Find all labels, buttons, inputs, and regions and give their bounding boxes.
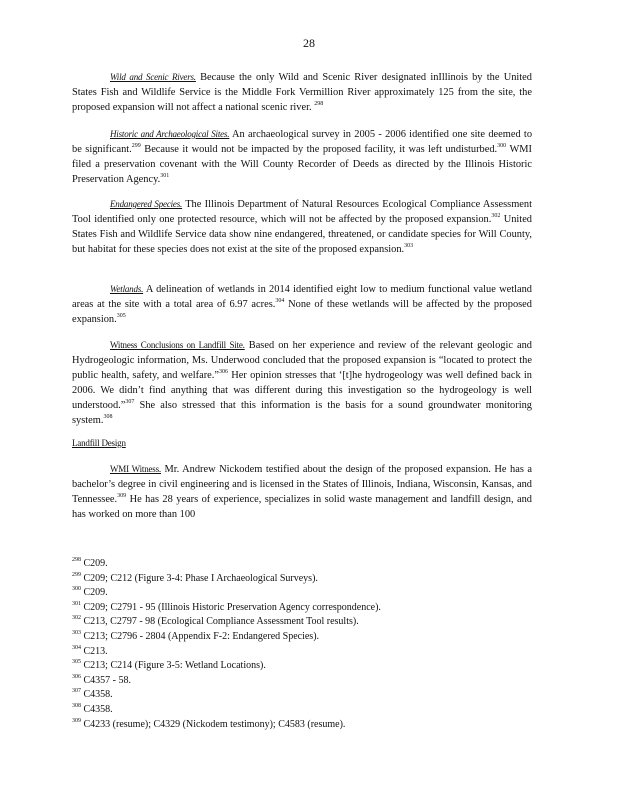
section-heading: Endangered Species. <box>110 199 183 209</box>
footnote-ref: 303 <box>404 243 414 249</box>
section-text: The Illinois Department of Natural Resources Ecological Compliance Assessment Tool identified only one protected resource, which will not be affected by the proposed expansion. <box>72 199 532 225</box>
footnote-text: C213; C2796 - 2804 (Appendix F-2: Endangered Species). <box>83 630 320 642</box>
footnote-number: 309 <box>72 717 81 724</box>
footnote-text: C209; C212 (Figure 3-4: Phase I Archaeological Surveys). <box>83 572 318 584</box>
footnote <box>72 572 532 587</box>
footnote <box>72 557 532 572</box>
footnote-text: C4357 - 58. <box>83 674 131 686</box>
section-text: Based on her experience and review of the relevant geologic and Hydrogeologic information, Ms. Underwood concluded that the proposed expansion is “located to protect the public health, safety, and welfare.” <box>72 340 532 381</box>
section-text: An archaeological survey in 2005 - 2006 identified one site deemed to be significant. <box>72 129 533 155</box>
footnote-number: 306 <box>72 673 81 680</box>
section-text: United States Fish and Wildlife Service data show nine endangered, threatened, or candidate species for Will County, but habitat for these species does not exist at the site of the proposed expansion. <box>72 214 532 255</box>
section-heading: Witness Conclusions on Landfill Site. <box>110 340 245 350</box>
footnote-ref: 305 <box>116 313 126 319</box>
section-text: She also stressed that this information is the basis for a sound groundwater monitoring system. <box>72 400 532 426</box>
footnote-ref: 301 <box>160 173 170 179</box>
footnote-ref: 309 <box>117 493 127 499</box>
page-number: 28 <box>303 36 315 50</box>
section-historic-sites <box>72 127 532 187</box>
footnote <box>72 586 532 601</box>
subheading-landfill-design <box>72 436 532 451</box>
section-text: None of these wetlands will be affected by the proposed expansion. <box>72 299 532 325</box>
footnote <box>72 703 532 718</box>
section-text: He has 28 years of experience, specializes in solid waste management and landfill design, and has worked on more than 100 <box>72 494 532 520</box>
footnote-text: C209; C2791 - 95 (Illinois Historic Preservation Agency correspondence). <box>83 601 381 613</box>
footnote-number: 298 <box>72 557 81 563</box>
footnote-text: C4358. <box>83 689 113 701</box>
section-heading: WMI Witness. <box>110 464 161 474</box>
footnote-number: 300 <box>72 586 81 593</box>
footnote-number: 305 <box>72 659 81 666</box>
footnote-ref: 308 <box>103 414 113 420</box>
footnote-number: 299 <box>72 571 81 578</box>
footnote-number: 307 <box>72 688 81 695</box>
section-heading: Wetlands. <box>110 284 144 294</box>
section-text: A delineation of wetlands in 2014 identified eight low to medium functional value wetland areas at the site with a total area of 6.97 acres. <box>72 284 532 310</box>
footnote <box>72 674 532 689</box>
section-text: Because it would not be impacted by the proposed facility, it was left undisturbed. <box>144 144 498 155</box>
footnote-number: 303 <box>72 629 81 636</box>
section-heading: Wild and Scenic Rivers. <box>110 72 196 82</box>
footnote <box>72 601 532 616</box>
footnote-ref: 302 <box>491 213 501 219</box>
footnote <box>72 615 532 630</box>
footnote-ref: 304 <box>275 298 285 304</box>
footnote-number: 302 <box>72 615 81 622</box>
section-endangered-species <box>72 197 532 257</box>
section-text: Mr. Andrew Nickodem testified about the design of the proposed expansion. He has a bachelor’s degree in civil engineering and is licensed in the States of Illinois, Indiana, Wisconsin, Kansas, and Tennessee. <box>72 464 532 505</box>
footnote-number: 301 <box>72 600 81 607</box>
subheading: Landfill Design <box>72 438 126 448</box>
footnote-ref: 300 <box>497 143 507 149</box>
footnote-number: 308 <box>72 702 81 709</box>
footnote <box>72 718 532 733</box>
footnote <box>72 645 532 660</box>
footnote-number: 304 <box>72 644 81 651</box>
footnote-ref: 299 <box>131 143 141 149</box>
footnote-text: C4233 (resume); C4329 (Nickodem testimony); C4583 (resume). <box>83 718 346 730</box>
footnote-text: C213, C2797 - 98 (Ecological Compliance Assessment Tool results). <box>83 616 359 628</box>
section-wetlands <box>72 282 532 327</box>
section-heading: Historic and Archaeological Sites. <box>110 129 230 139</box>
footnote-text: C209. <box>83 558 108 569</box>
footnote-text: C213; C214 (Figure 3-5: Wetland Locations). <box>83 660 266 672</box>
section-text: Her opinion stresses that ‘[t]he hydrogeology was well defined back in 2006. We didn’t find anything that was different during this investigation so the hydrogeology is well understood.” <box>72 370 532 411</box>
footnote <box>72 630 532 645</box>
footnote-ref: 298 <box>314 101 324 107</box>
footnote-text: C4358. <box>83 703 113 715</box>
footnote-ref: 306 <box>219 369 229 375</box>
section-text: WMI filed a preservation covenant with the Will County Recorder of Deeds as directed by the Illinois Historic Preservation Agency. <box>72 144 532 185</box>
footnotes <box>72 557 532 732</box>
footnote-ref: 307 <box>125 399 135 405</box>
footnote-text: C213. <box>83 645 108 657</box>
section-witness-conclusions <box>72 338 532 428</box>
section-wmi-witness <box>72 462 532 522</box>
section-wild-scenic-rivers <box>72 70 532 115</box>
footnote-text: C209. <box>83 587 108 599</box>
section-text: Because the only Wild and Scenic River designated inIllinois by the United States Fish and Wildlife Service is the Middle Fork Vermillion River approximately 125 from the site, the proposed expansion will not affect a national scenic river. <box>72 72 532 113</box>
footnote <box>72 659 532 674</box>
footnote <box>72 688 532 703</box>
